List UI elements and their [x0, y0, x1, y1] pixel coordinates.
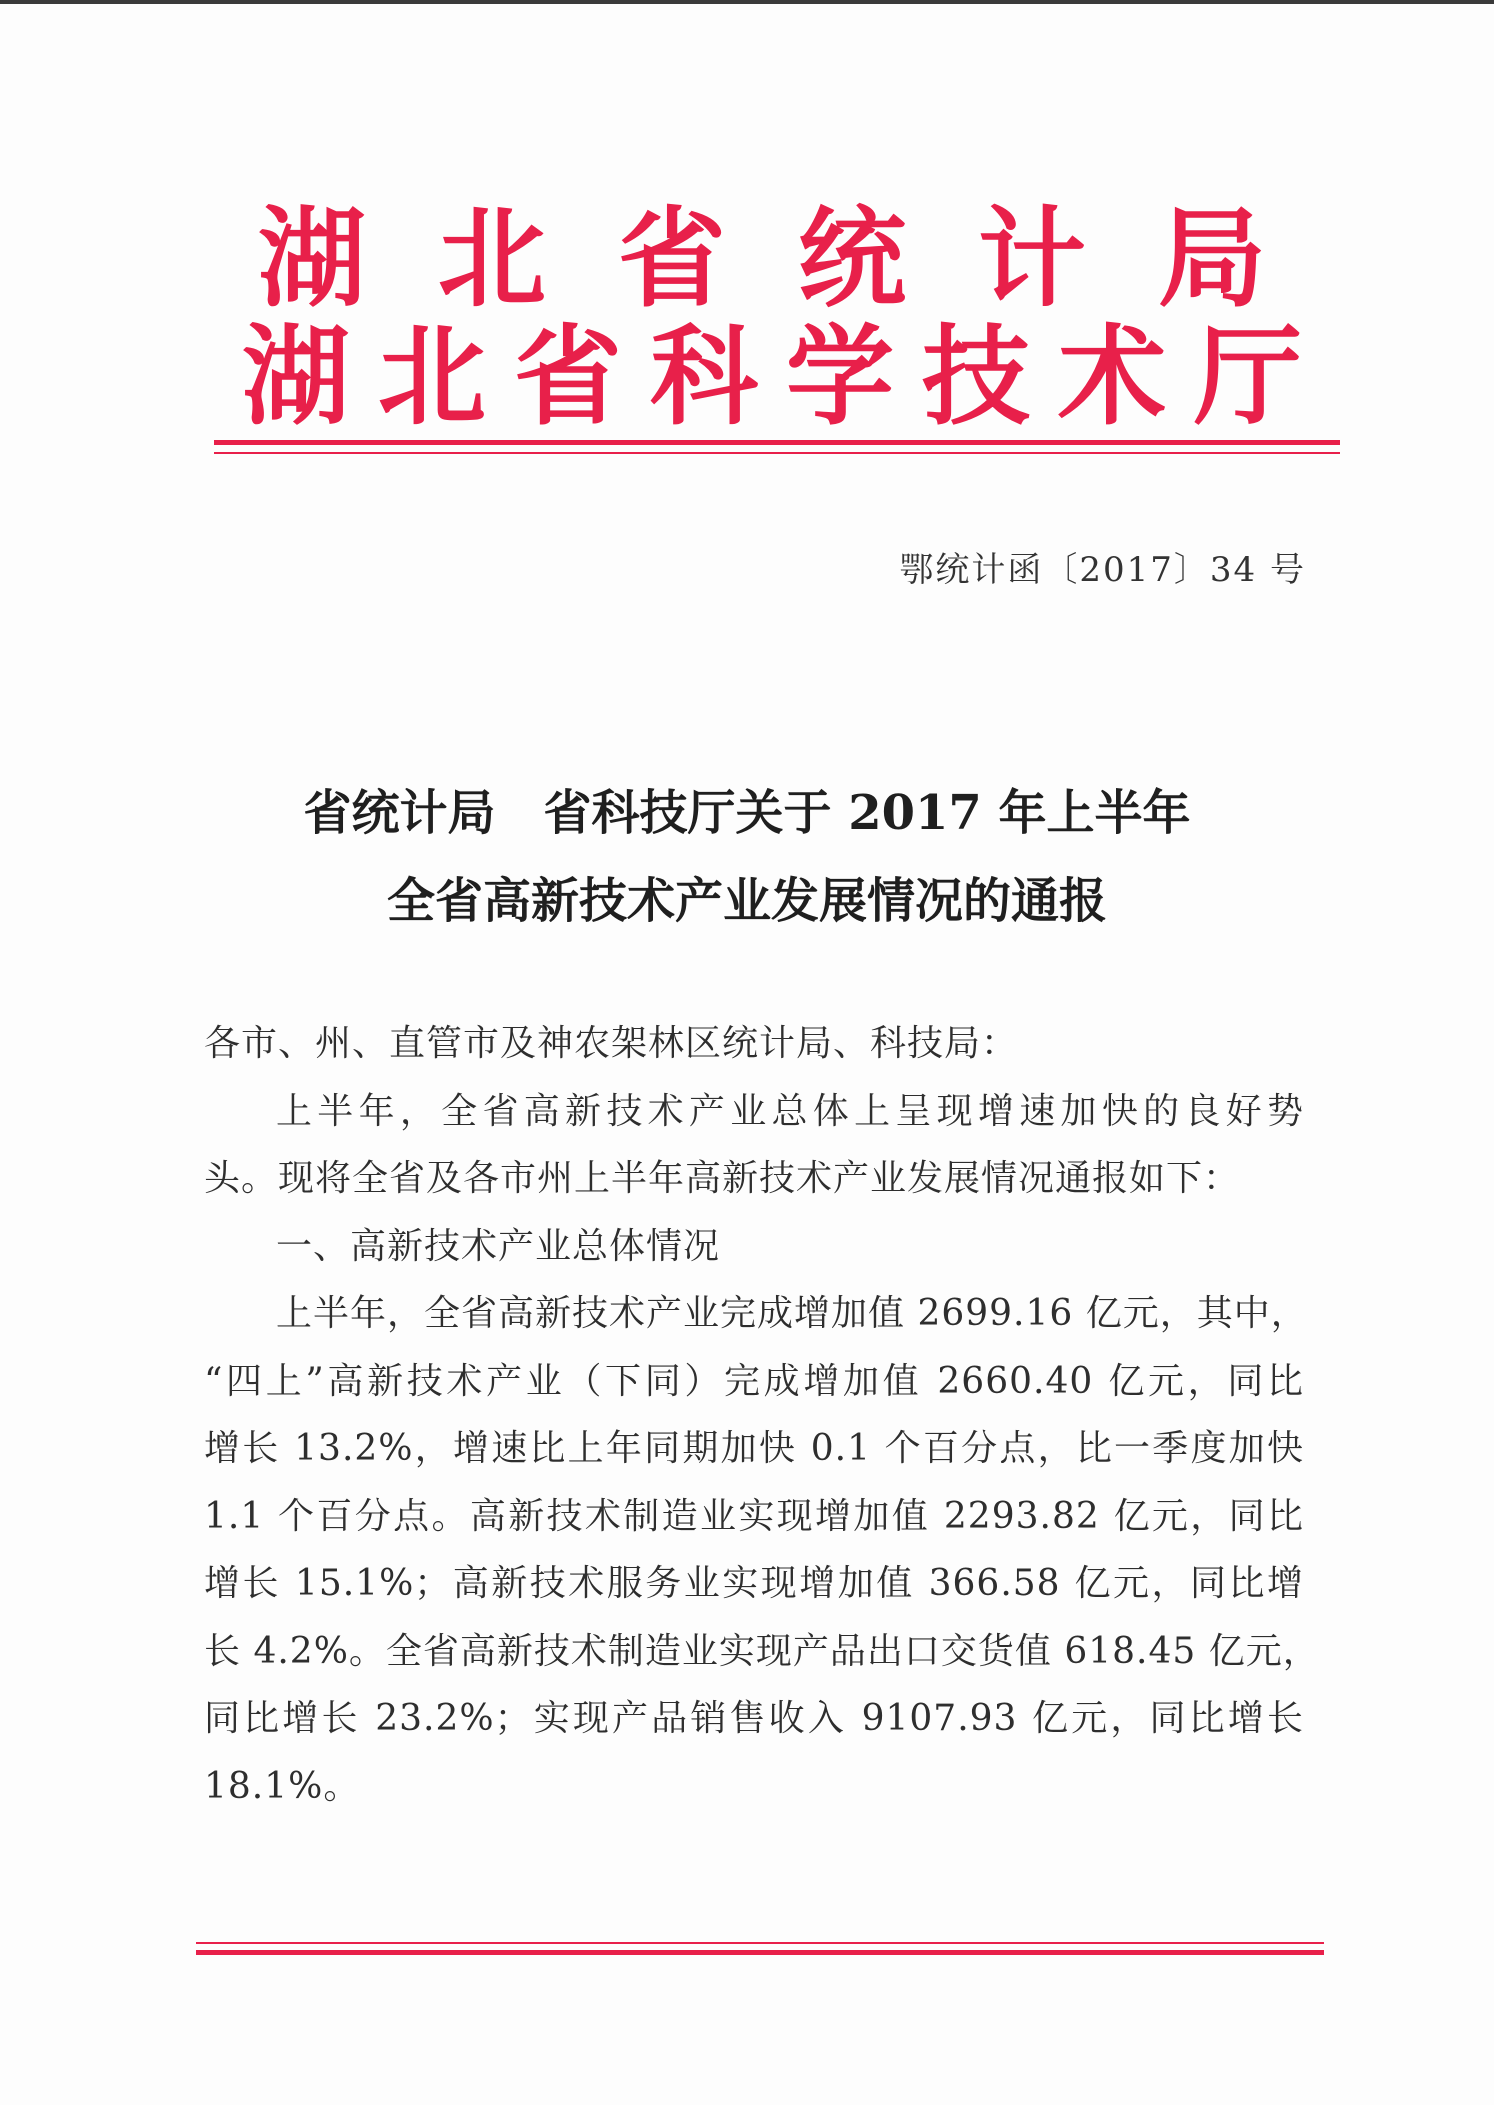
letterhead-org-2-char: 厅 — [1193, 315, 1302, 440]
paragraph-line: 上半年，全省高新技术产业总体上呈现增速加快的良好势 — [276, 1090, 1304, 1132]
letterhead-org-1-char: 省 — [617, 197, 726, 322]
page-top-edge — [0, 0, 1494, 4]
paragraph-line: 长 4.2%。全省高新技术制造业实现产品出口交货值 618.45 亿元， — [204, 1630, 1320, 1672]
letterhead-red-rule — [214, 440, 1340, 445]
letterhead-org-2-char: 学 — [785, 315, 894, 440]
letterhead-org-1-char: 湖 — [257, 197, 366, 322]
paragraph-line: 增长 15.1%；高新技术服务业实现增加值 366.58 亿元，同比增 — [204, 1563, 1304, 1604]
paragraph-line: 同比增长 23.2%；实现产品销售收入 9107.93 亿元，同比增长 — [204, 1698, 1304, 1739]
letterhead-org-1-char: 计 — [977, 197, 1086, 322]
footer-red-rule-thin — [196, 1942, 1324, 1944]
letterhead-org-1-char: 统 — [797, 197, 906, 322]
document-number: 鄂统计函〔2017〕34 号 — [899, 550, 1306, 590]
footer-red-rule — [196, 1950, 1324, 1955]
letterhead-org-1-char: 北 — [437, 197, 546, 322]
document-title-line-1: 省统计局 省科技厅关于 2017 年上半年 — [303, 785, 1191, 841]
letterhead-org-2-char: 术 — [1057, 315, 1166, 440]
paragraph-line: 1.1 个百分点。高新技术制造业实现增加值 2293.82 亿元，同比 — [204, 1495, 1304, 1537]
letterhead-org-2-char: 北 — [377, 315, 486, 440]
letterhead-org-1-char: 局 — [1157, 197, 1266, 322]
document-body — [204, 1010, 1320, 1820]
paragraph-line: 头。现将全省及各市州上半年高新技术产业发展情况通报如下： — [204, 1158, 1241, 1199]
letterhead-org-2-char: 科 — [649, 315, 758, 440]
letterhead-org-2-char: 技 — [921, 315, 1030, 440]
paragraph-line: 18.1%。 — [204, 1765, 361, 1807]
letterhead-org-2-char: 湖 — [241, 315, 350, 440]
paragraph-line: “四上”高新技术产业（下同）完成增加值 2660.40 亿元，同比 — [204, 1360, 1304, 1402]
salutation: 各市、州、直管市及神农架林区统计局、科技局： — [204, 1023, 1019, 1064]
paragraph-line: 增长 13.2%，增速比上年同期加快 0.1 个百分点，比一季度加快 — [204, 1428, 1304, 1469]
section-heading: 一、高新技术产业总体情况 — [276, 1225, 721, 1267]
letterhead-red-rule-thin — [214, 452, 1340, 454]
paragraph-line: 上半年，全省高新技术产业完成增加值 2699.16 亿元，其中， — [276, 1293, 1308, 1334]
letterhead-org-2-char: 省 — [513, 315, 622, 440]
document-title-line-2: 全省高新技术产业发展情况的通报 — [386, 873, 1107, 929]
